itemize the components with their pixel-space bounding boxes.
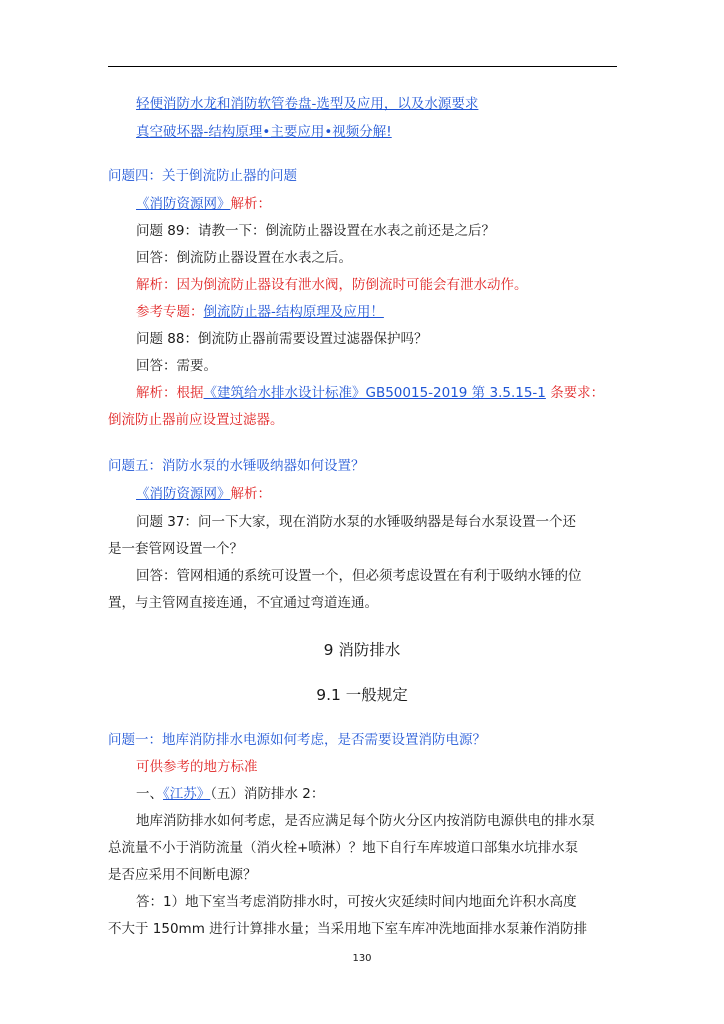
q5-source-link[interactable]: 《消防资源网》 — [136, 486, 231, 502]
q4-source-link[interactable]: 《消防资源网》 — [136, 196, 231, 212]
q1-subheading: 可供参考的地方标准 — [136, 759, 258, 775]
q1-answer-line2: 不大于 150mm 进行计算排水量；当采用地下室车库冲洗地面排水泵兼作消防排 — [108, 921, 588, 937]
q37-answer-line1: 回答：管网相通的系统可设置一个，但必须考虑设置在有利于吸纳水锤的位 — [136, 568, 582, 584]
q1-para-line3: 是否应采用不间断电源？ — [108, 867, 257, 883]
q1-jiangsu-link[interactable]: 《江苏》 — [163, 786, 211, 802]
q88-question: 问题 88：倒流防止器前需要设置过滤器保护吗？ — [136, 331, 428, 347]
q89-analysis: 解析：因为倒流防止器设有泄水阀，防倒流时可能会有泄水动作。 — [136, 277, 528, 293]
q88-standard-link[interactable]: 《建筑给水排水设计标准》GB50015-2019 第 3.5.15-1 — [203, 385, 546, 401]
q37-question-line1: 问题 37：问一下大家，现在消防水泵的水锤吸纳器是每台水泵设置一个还 — [136, 514, 576, 530]
q37-answer-line2: 置，与主管网直接连通，不宜通过弯道连通。 — [108, 595, 378, 611]
q1-answer-line1: 答：1）地下室当考虑消防排水时，可按火灾延续时间内地面允许积水高度 — [136, 894, 577, 910]
q4-source — [136, 195, 271, 213]
q88-analysis-suffix: 条要求： — [550, 385, 605, 401]
q37-question-line2: 是一套管网设置一个？ — [108, 541, 243, 557]
page-number: 130 — [352, 953, 372, 964]
link-vacuum-breaker[interactable]: 真空破坏器-结构原理•主要应用•视频分解! — [136, 124, 392, 140]
q4-reference — [136, 303, 384, 321]
q88-answer: 回答：需要。 — [136, 358, 217, 374]
link-hose-reel[interactable]: 轻便消防水龙和消防软管卷盘-选型及应用，以及水源要求 — [136, 96, 479, 112]
q4-heading: 问题四：关于倒流防止器的问题 — [108, 168, 297, 184]
q1-para-line1: 地库消防排水如何考虑，是否应满足每个防火分区内按消防电源供电的排水泵 — [136, 813, 595, 829]
header-rule — [108, 66, 617, 67]
q88-analysis-line2: 倒流防止器前应设置过滤器。 — [108, 412, 284, 428]
q1-para-line2: 总流量不小于消防流量（消火栓+喷淋）？地下自行车库坡道口部集水坑排水泵 — [108, 840, 579, 856]
q4-source-suffix: 解析： — [230, 196, 271, 212]
q5-heading: 问题五：消防水泵的水锤吸纳器如何设置？ — [108, 458, 365, 474]
q89-answer: 回答：倒流防止器设置在水表之后。 — [136, 250, 352, 266]
q1-item-prefix: 一、 — [136, 786, 163, 802]
q88-analysis — [136, 384, 604, 402]
q1-item — [136, 785, 324, 803]
q1-heading: 问题一：地库消防排水电源如何考虑，是否需要设置消防电源？ — [108, 732, 486, 748]
chapter-title: 9 消防排水 — [323, 641, 401, 659]
q89-question: 问题 89：请教一下：倒流防止器设置在水表之前还是之后？ — [136, 223, 495, 239]
q1-item-suffix: （五）消防排水 2： — [210, 786, 325, 802]
q5-source — [136, 485, 271, 503]
q5-source-suffix: 解析： — [230, 486, 271, 502]
q88-analysis-prefix: 解析：根据 — [136, 385, 204, 401]
section-title: 9.1 一般规定 — [316, 686, 408, 704]
q4-ref-label: 参考专题： — [136, 304, 204, 320]
q4-ref-link[interactable]: 倒流防止器-结构原理及应用！ — [203, 304, 384, 320]
